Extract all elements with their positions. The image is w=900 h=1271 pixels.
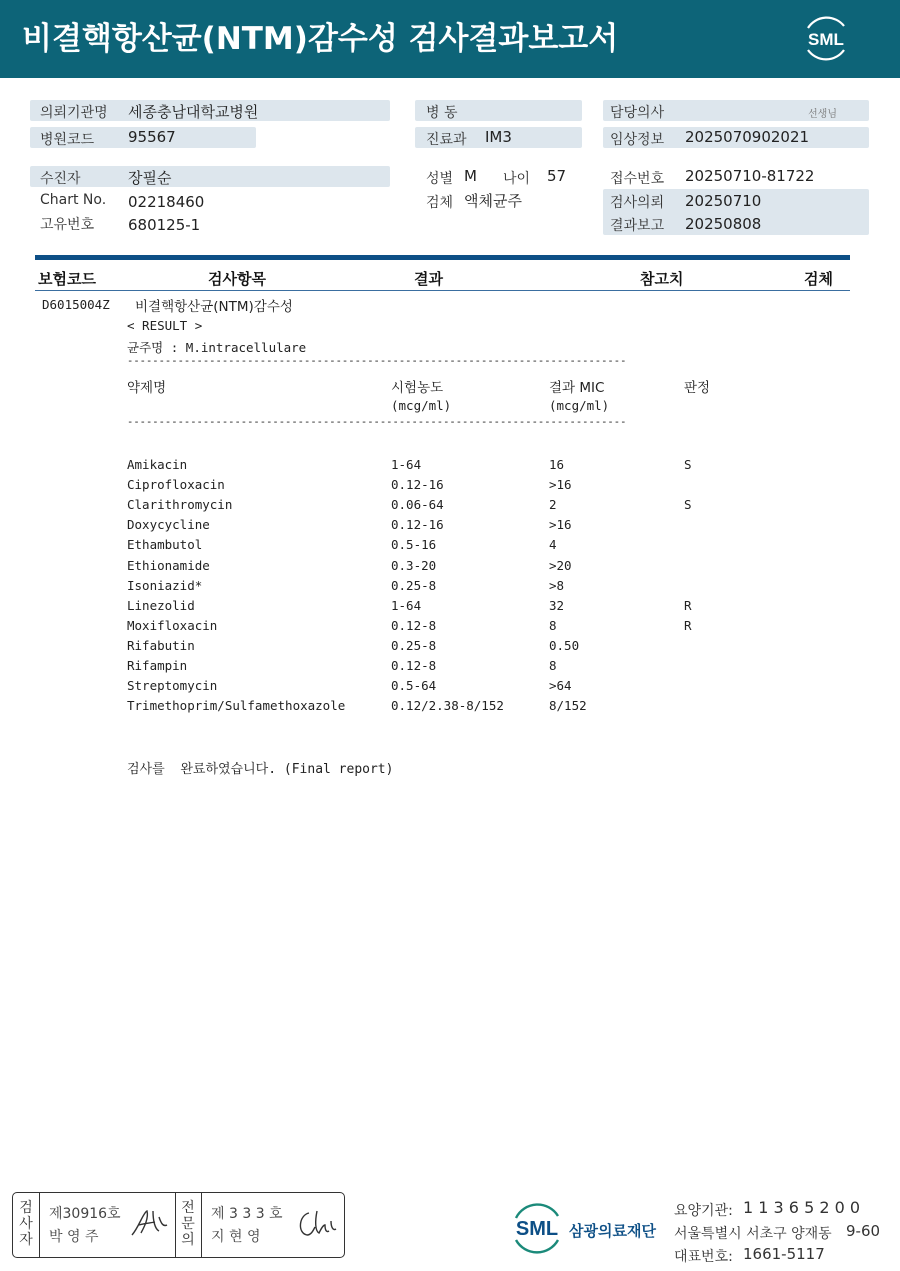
drug-range: 0.25-8: [391, 577, 437, 593]
drug-range: 0.5-16: [391, 537, 437, 553]
result-tag: < RESULT >: [127, 318, 203, 333]
care-code-label: 요양기관:: [674, 1203, 733, 1219]
department-label: 진료과: [426, 132, 467, 148]
patient-box: [30, 166, 390, 187]
header-item: 검사항목: [208, 270, 266, 288]
col-mic-unit: (mcg/ml): [549, 398, 610, 413]
specialist-vert-3: 의: [181, 1232, 195, 1248]
specialist-cell: [201, 1193, 344, 1257]
doctor-label: 담당의사: [610, 105, 665, 121]
phone-label: 대표번호:: [674, 1249, 733, 1265]
specialist-number: 제 3 3 3 호: [211, 1206, 283, 1222]
request-label: 검사의뢰: [610, 195, 665, 211]
doctor-suffix: 선생님: [808, 109, 837, 120]
header-specimen: 검체: [804, 270, 833, 288]
drug-range: 0.12-8: [391, 617, 437, 633]
col-range-unit: (mcg/ml): [391, 398, 452, 413]
report-date-label: 결과보고: [610, 218, 665, 234]
drug-name: Clarithromycin: [127, 497, 233, 513]
final-note: 검사를 완료하였습니다. (Final report): [127, 762, 394, 777]
institution-label: 의뢰기관명: [40, 105, 108, 121]
tester-vert-1: 검: [19, 1200, 33, 1216]
drug-mic: 32: [549, 597, 565, 613]
tester-number: 제30916호: [49, 1206, 121, 1222]
header-reference: 참고치: [640, 270, 684, 288]
drug-mic: 8/152: [549, 698, 587, 714]
chart-label: Chart No.: [40, 192, 107, 208]
drug-mic: >20: [549, 557, 572, 573]
sml-logo-text: SML: [808, 30, 844, 49]
drug-range: 0.12/2.38-8/152: [391, 698, 504, 714]
care-code-value: 1 1 3 6 5 2 0 0: [743, 1198, 861, 1217]
drug-name: Streptomycin: [127, 678, 218, 694]
drug-interp: R: [684, 597, 692, 613]
hospital-code-label: 병원코드: [40, 132, 95, 148]
drug-mic: 8: [549, 617, 557, 633]
drug-name: Moxifloxacin: [127, 617, 218, 633]
drug-mic: >16: [549, 477, 572, 493]
sml-footer-logo-icon: [508, 1200, 566, 1256]
drug-interp: S: [684, 497, 692, 513]
ward-label: 병 동: [426, 105, 458, 121]
drug-range: 0.3-20: [391, 557, 437, 573]
drug-name: Amikacin: [127, 457, 188, 472]
tester-cell: [39, 1193, 176, 1257]
drug-name: Rifampin: [127, 658, 188, 673]
address: 서울특별시 서초구 양재동: [674, 1226, 832, 1242]
drug-mic: 16: [549, 457, 565, 472]
phone-value: 1661-5117: [743, 1245, 825, 1263]
specialist-name: 지 현 영: [211, 1229, 261, 1245]
drug-range: 0.06-64: [391, 497, 444, 513]
tester-signature-icon: [129, 1205, 169, 1241]
report-title: 비결핵항산균(NTM)감수성 검사결과보고서: [22, 21, 619, 57]
drug-mic: >8: [549, 577, 565, 593]
unique-no-label: 고유번호: [40, 217, 95, 233]
report-date-value: 20250808: [685, 215, 762, 233]
drug-name: Isoniazid*: [127, 577, 203, 593]
test-name: 비결핵항산균(NTM)감수성: [135, 299, 293, 315]
sex-label: 성별: [426, 171, 454, 187]
age-value: 57: [547, 167, 567, 185]
specialist-vertical-cell: [175, 1193, 202, 1257]
address-number: 9-60: [846, 1222, 881, 1240]
signature-box: [12, 1192, 345, 1258]
org-name: 삼광의료재단: [569, 1222, 656, 1240]
drug-range: 0.25-8: [391, 637, 437, 653]
header-code: 보험코드: [38, 270, 96, 288]
unique-no-value: 680125-1: [128, 216, 201, 234]
footer-logo-text: SML: [515, 1218, 559, 1240]
drug-mic: >16: [549, 517, 572, 533]
sex-value: M: [464, 167, 477, 185]
drug-name: Doxycycline: [127, 517, 210, 533]
hospital-code-value: 95567: [128, 128, 176, 146]
drug-range: 0.12-16: [391, 517, 444, 533]
chart-value: 02218460: [128, 193, 205, 211]
dash-line-top: -------------------------------------------------------------------------------: [127, 355, 627, 367]
drug-range: 1-64: [391, 597, 422, 613]
drug-range: 0.12-8: [391, 658, 437, 673]
patient-value: 장필순: [128, 169, 172, 187]
age-label: 나이: [503, 171, 531, 187]
clinical-label: 임상정보: [610, 132, 665, 148]
drug-name: Ethionamide: [127, 557, 210, 573]
specialist-signature-icon: [293, 1207, 337, 1241]
section-divider: [35, 255, 850, 260]
receipt-label: 접수번호: [610, 171, 665, 187]
drug-name: Trimethoprim/Sulfamethoxazole: [127, 698, 346, 714]
specimen-label: 검체: [426, 195, 454, 211]
drug-range: 0.5-64: [391, 678, 437, 694]
dash-line-bottom: -------------------------------------------------------------------------------: [127, 416, 627, 428]
header-underline: [35, 290, 850, 291]
drug-mic: 2: [549, 497, 557, 513]
insurance-code: D6015004Z: [42, 297, 110, 312]
tester-name: 박 영 주: [49, 1229, 99, 1245]
drug-mic: 4: [549, 537, 557, 553]
drug-name: Linezolid: [127, 597, 195, 613]
drug-mic: >64: [549, 678, 572, 694]
organism-line: 균주명 : M.intracellulare: [127, 340, 307, 355]
drug-interp: S: [684, 457, 692, 472]
specialist-vert-2: 문: [181, 1216, 195, 1232]
patient-label: 수진자: [40, 171, 81, 187]
specimen-value: 액체균주: [464, 192, 522, 210]
sml-logo-icon: [800, 12, 852, 64]
drug-range: 0.12-16: [391, 477, 444, 493]
tester-vert-2: 사: [19, 1216, 33, 1232]
tester-vertical-cell: [13, 1193, 40, 1257]
specialist-vert-1: 전: [181, 1200, 195, 1216]
drug-name: Ethambutol: [127, 537, 203, 553]
col-mic-label: 결과 MIC: [549, 380, 605, 396]
col-drug-label: 약제명: [127, 380, 167, 396]
header-result: 결과: [414, 270, 443, 288]
clinical-value: 2025070902021: [685, 128, 810, 146]
drug-interp: R: [684, 617, 692, 633]
drug-name: Rifabutin: [127, 637, 195, 653]
drug-mic: 0.50: [549, 637, 580, 653]
col-range-label: 시험농도: [391, 380, 444, 396]
receipt-value: 20250710-81722: [685, 167, 815, 185]
drug-range: 1-64: [391, 457, 422, 472]
col-interp-label: 판정: [684, 380, 711, 396]
drug-mic: 8: [549, 658, 557, 673]
tester-vert-3: 자: [19, 1232, 33, 1248]
department-value: IM3: [485, 128, 512, 146]
institution-value: 세종충남대학교병원: [128, 103, 259, 121]
request-value: 20250710: [685, 192, 762, 210]
drug-name: Ciprofloxacin: [127, 477, 225, 493]
